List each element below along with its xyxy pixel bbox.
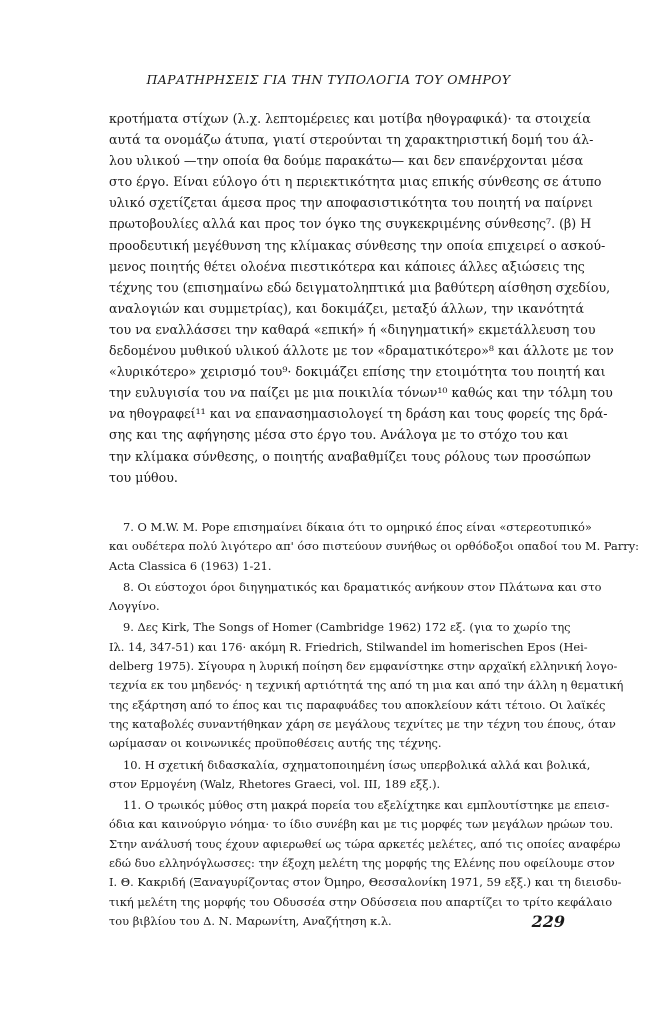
text-line: την κλίμακα σύνθεσης, ο ποιητής αναβαθμίζει τους ρόλους των προσώπων [109, 448, 591, 464]
footnote-line: και ουδέτερα πολύ λιγότερο απ' όσο πιστεύουν συνήθως οι ορθόδοξοι οπαδοί του M. Parry: [109, 539, 640, 554]
footnote-line: όδια και καινούργιο νόημα· το ίδιο συνέβη και με τις μορφές των μεγάλων ηρώων του. [109, 817, 614, 832]
footnote-line: 9. Δες Kirk, The Songs of Homer (Cambridge 1962) 172 εξ. (για το χωρίο της [123, 620, 571, 635]
text-line: του μύθου. [109, 469, 178, 485]
footnote-line: εδώ δυο ελληνόγλωσσες: την έξοχη μελέτη της μορφής της Ελένης που οφείλουμε στον [109, 856, 615, 871]
text-line: τέχνης του (επισημαίνω εδώ δειγματοληπτικά μια βαθύτερη αίσθηση σχεδίου, [109, 279, 611, 295]
footnote-line: ωρίμασαν οι κοινωνικές προϋποθέσεις αυτής της τέχνης. [109, 736, 442, 751]
footnote-line: Ιλ. 14, 347-51) και 176· ακόμη R. Friedrich, Stilwandel im homerischen Epos (Hei- [109, 639, 588, 654]
footnote-line: delberg 1975). Σίγουρα η λυρική ποίηση δεν εμφανίστηκε στην αρχαϊκή ελληνική λογο- [109, 659, 618, 674]
footnote-line: Στην ανάλυσή τους έχουν αφιερωθεί ως τώρα αρκετές μελέτες, από τις οποίες αναφέρω [109, 836, 621, 851]
text-line: μενος ποιητής θέτει ολοένα πιεστικότερα και κάποιες άλλες αξιώσεις της [109, 258, 585, 274]
footnote-line: τεχνία εκ του μηδενός· η τεχνική αρτιότητά της από τη μια και από την άλλη η θεματική [109, 678, 624, 693]
page-number: 229 [531, 912, 565, 931]
text-line: κροτήματα στίχων (λ.χ. λεπτομέρειες και μοτίβα ηθογραφικά)· τα στοιχεία [109, 111, 591, 126]
footnote-line: τική μελέτη της μορφής του Οδυσσέα στην Οδύσσεια που απαρτίζει το τρίτο κεφάλαιο [109, 894, 613, 909]
text-line: αναλογιών και συμμετρίας), και δοκιμάζει, μεταξύ άλλων, την ικανότητά [109, 300, 585, 316]
main-paragraph [109, 108, 614, 488]
text-line: υλικό σχετίζεται άμεσα προς την αποφασιστικότητα του ποιητή να παίρνει [109, 195, 593, 211]
footnote-8 [109, 578, 602, 617]
footnote-line: 7. Ο M.W. M. Pope επισημαίνει δίκαια ότι το ομηρικό έπος είναι «στερεοτυπικό» [123, 520, 592, 534]
footnote-line: Ι. Θ. Κακριδή (Ξαναγυρίζοντας στον Όμηρο, Θεσσαλονίκη 1971, 59 εξξ.) και τη διεισδυ- [109, 875, 622, 890]
footnote-7 [109, 518, 640, 576]
text-line: προοδευτική μεγέθυνση της κλίμακας σύνθεσης την οποία επιχειρεί ο ασκού- [109, 237, 606, 253]
running-header: ΠΑΡΑΤΗΡΗΣΕΙΣ ΓΙΑ ΤΗΝ ΤΥΠΟΛΟΓΙΑ ΤΟΥ ΟΜΗΡΟΥ [146, 72, 511, 87]
footnote-line: στον Ερμογένη (Walz, Rhetores Graeci, vol. III, 189 εξξ.). [109, 776, 441, 791]
text-line: δεδομένου μυθικού υλικού άλλοτε με τον «δραματικότερο»⁸ και άλλοτε με τον [109, 343, 614, 359]
text-line: πρωτοβουλίες αλλά και προς τον όγκο της συγκεκριμένης σύνθεσης⁷. (β) Η [109, 216, 592, 232]
text-line: «λυρικότερο» χειρισμό του⁹· δοκιμάζει επίσης την ετοιμότητα του ποιητή και [109, 364, 606, 380]
text-line: στο έργο. Είναι εύλογο ότι η περιεκτικότητα μιας επικής σύνθεσης σε άτυπο [109, 174, 602, 190]
footnote-line: Acta Classica 6 (1963) 1-21. [109, 558, 272, 573]
text-line: σης και της αφήγησης μέσα στο έργο του. Ανάλογα με το στόχο του και [109, 427, 569, 443]
footnote-line: 8. Οι εύστοχοι όροι διηγηματικός και δραματικός ανήκουν στον Πλάτωνα και στο [123, 579, 602, 594]
text-line: αυτά τα ονομάζω άτυπα, γιατί στερούνται τη χαρακτηριστική δομή του άλ- [109, 132, 594, 148]
footnote-line: του βιβλίου του Δ. Ν. Μαρωνίτη, Αναζήτηση κ.λ. [109, 913, 392, 928]
footnote-line: της καταβολές συναντήθηκαν χάρη σε μεγάλους τεχνίτες με την τέχνη του έπους, όταν [109, 716, 616, 731]
footnote-line: 10. Η σχετική διδασκαλία, σχηματοποιημένη ίσως υπερβολικά αλλά και βολικά, [123, 757, 591, 772]
text-line: του να εναλλάσσει την καθαρά «επική» ή «διηγηματική» εκμετάλλευση του [109, 321, 596, 337]
text-line: την ευλυγισία του να παίζει με μια ποικιλία τόνων¹⁰ καθώς και την τόλμη του [109, 385, 613, 401]
footnotes [109, 518, 640, 931]
text-line: να ηθογραφεί¹¹ και να επανασημασιολογεί τη δράση και τους φορείς της δρά- [109, 406, 608, 422]
footnote-10 [109, 756, 591, 795]
footnote-line: 11. Ο τρωικός μύθος στη μακρά πορεία του εξελίχτηκε και εμπλουτίστηκε με επεισ- [123, 798, 610, 813]
footnote-11 [109, 796, 622, 931]
footnote-9 [109, 618, 624, 753]
footnote-line: Λογγίνο. [109, 599, 160, 614]
footnote-line: της εξάρτηση από το έπος και τις παραφυάδες του αποκλείουν κάτι τέτοιο. Οι λαϊκές [109, 697, 606, 712]
text-line: λου υλικού —την οποία θα δούμε παρακάτω— και δεν επανέρχονται μέσα [109, 153, 584, 169]
